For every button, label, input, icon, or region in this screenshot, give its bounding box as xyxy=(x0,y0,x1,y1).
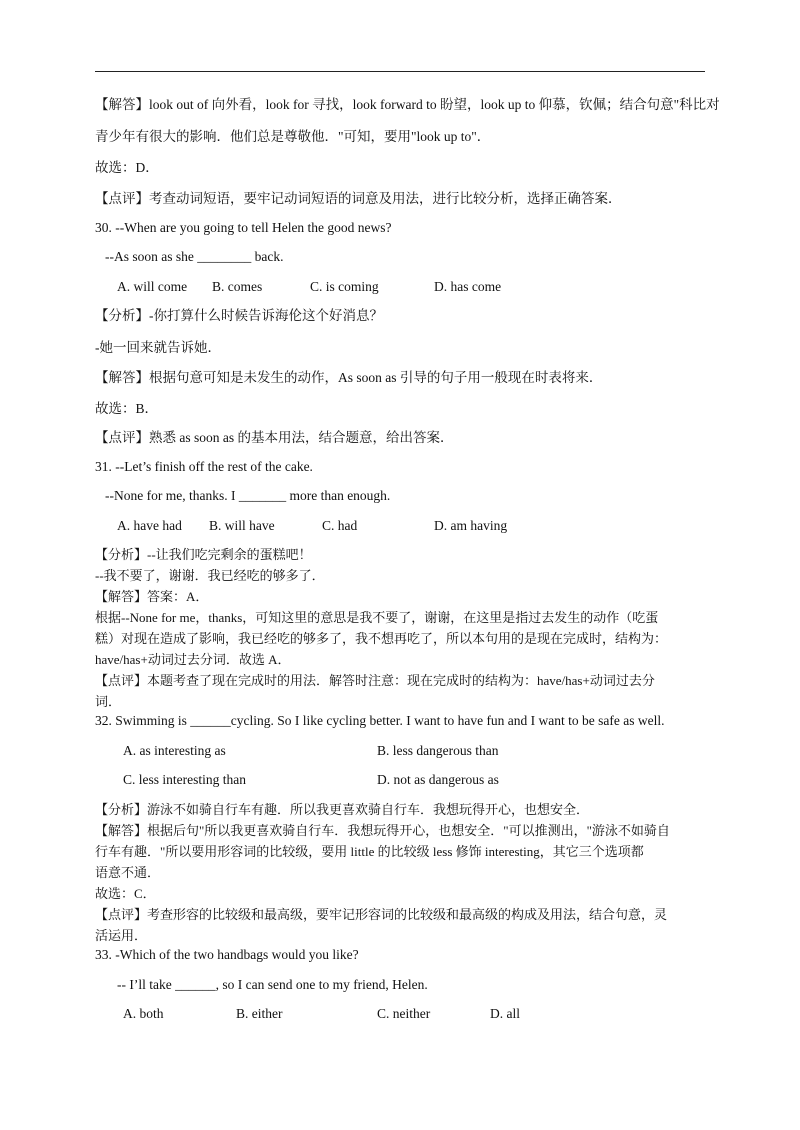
option-b: B. either xyxy=(236,1006,283,1021)
answer-text: 【解答】根据句意可知是未发生的动作，As soon as 引导的句子用一般现在时表将来． xyxy=(95,370,603,385)
comment-text: 【点评】考查动词短语，要牢记动词短语的词意及用法，进行比较分析，选择正确答案． xyxy=(95,191,622,206)
comment-text: 【点评】考查形容的比较级和最高级，要牢记形容词的比较级和最高级的构成及用法，结合句意，灵 xyxy=(95,907,668,922)
question-30: 30. --When are you going to tell Helen the good news? xyxy=(95,220,392,235)
answer-text: 【解答】根据后句"所以我更喜欢骑自行车．我想玩得开心，也想安全．"可以推测出，"游泳不如骑自 xyxy=(95,823,670,838)
header-rule xyxy=(95,71,705,72)
option-c: C. less interesting than xyxy=(123,772,246,787)
option-c: C. neither xyxy=(377,1006,431,1021)
choice-result: 故选：D． xyxy=(95,160,159,175)
answer-text: 【解答】look out of 向外看，look for 寻找，look forward to 盼望，look up to 仰慕，钦佩；结合句意"科比对 xyxy=(95,97,720,112)
choice-result: 故选：B． xyxy=(95,401,159,416)
question-31: 31. --Let’s finish off the rest of the cake. xyxy=(95,459,313,474)
answer-text: 行车有趣．"所以要用形容词的比较级，要用 little 的比较级 less 修饰 interesting，其它三个选项都 xyxy=(95,844,644,859)
option-d: D. has come xyxy=(434,279,502,294)
question-32: 32. Swimming is ______cycling. So I like cycling better. I want to have fun and I want to be safe as well. xyxy=(95,713,665,728)
option-b: B. will have xyxy=(209,518,275,533)
option-d: D. not as dangerous as xyxy=(377,772,499,787)
option-a: A. have had xyxy=(117,518,182,533)
comment-text: 【点评】熟悉 as soon as 的基本用法，结合题意，给出答案． xyxy=(95,430,454,445)
question-30-line2: --As soon as she ________ back. xyxy=(105,249,284,264)
option-a: A. as interesting as xyxy=(123,743,226,758)
question-33-line2: -- I’ll take ______, so I can send one to my friend, Helen. xyxy=(117,977,428,992)
analysis-text: --我不要了，谢谢．我已经吃的够多了． xyxy=(95,568,325,583)
answer-text: 糕）对现在造成了影响，我已经吃的够多了，我不想再吃了，所以本句用的是现在完成时，结构为： xyxy=(95,631,668,646)
analysis-text: -她一回来就告诉她． xyxy=(95,340,221,355)
option-b: B. comes xyxy=(212,279,263,294)
option-a: A. will come xyxy=(117,279,188,294)
comment-text: 活运用． xyxy=(95,928,148,943)
option-c: C. had xyxy=(322,518,358,533)
question-31-line2: --None for me, thanks. I _______ more than enough. xyxy=(105,488,391,503)
analysis-text: 【分析】游泳不如骑自行车有趣．所以我更喜欢骑自行车．我想玩得开心，也想安全． xyxy=(95,802,590,817)
answer-text: 语意不通． xyxy=(95,865,161,880)
option-c: C. is coming xyxy=(310,279,379,294)
option-a: A. both xyxy=(123,1006,164,1021)
option-d: D. all xyxy=(490,1006,520,1021)
answer-text: 根据--None for me，thanks，可知这里的意思是我不要了，谢谢，在这里是指过去发生的动作（吃蛋 xyxy=(95,610,659,625)
option-d: D. am having xyxy=(434,518,508,533)
analysis-text: 【分析】-你打算什么时候告诉海伦这个好消息？ xyxy=(95,308,383,323)
answer-text: 【解答】答案：A． xyxy=(95,589,209,604)
comment-text: 词． xyxy=(95,694,122,709)
comment-text: 【点评】本题考查了现在完成时的用法．解答时注意：现在完成时的结构为：have/has+动词过去分 xyxy=(95,673,655,688)
question-33: 33. -Which of the two handbags would you like? xyxy=(95,947,359,962)
answer-text: 青少年有很大的影响．他们总是尊敬他．"可知，要用"look up to"． xyxy=(95,129,491,144)
choice-result: 故选：C． xyxy=(95,886,156,901)
analysis-text: 【分析】--让我们吃完剩余的蛋糕吧！ xyxy=(95,547,312,562)
answer-text: have/has+动词过去分词．故选 A． xyxy=(95,652,291,667)
option-b: B. less dangerous than xyxy=(377,743,499,758)
